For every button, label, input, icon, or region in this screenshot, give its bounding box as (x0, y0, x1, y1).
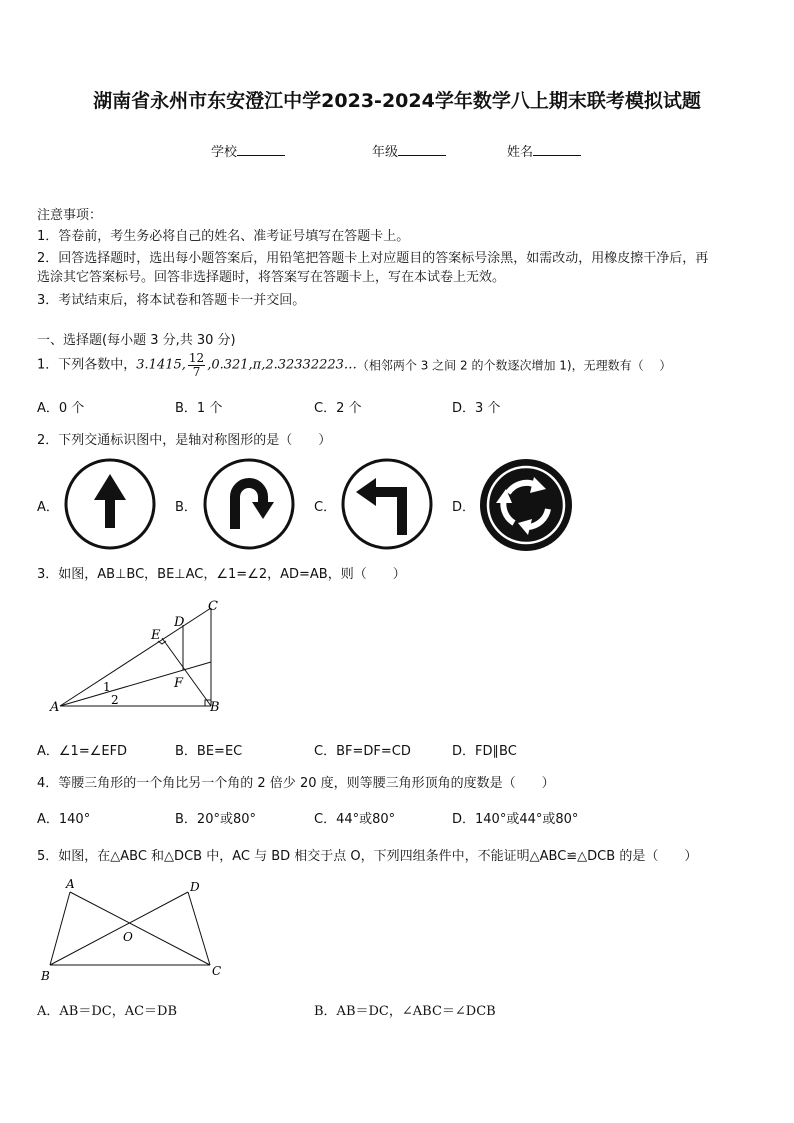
q5-option-b[interactable]: B．AB＝DC，∠ABC＝∠DCB (314, 1004, 496, 1019)
question-2-stem: 2．下列交通标识图中，是轴对称图形的是（ ） (37, 433, 332, 448)
q1-nums-b: ,0.321,π,2.32332223… (207, 357, 357, 373)
question-5-stem: 5．如图，在△ABC 和△DCB 中，AC 与 BD 相交于点 O，下列四组条件中，不能证明△ABC≌△DCB 的是（ ） (37, 849, 698, 864)
q5-point-o: O (123, 930, 133, 944)
notice-item-3: 3．考试结束后，将本试卷和答题卡一并交回。 (37, 293, 306, 308)
q4-option-d[interactable]: D．140°或44°或80° (452, 812, 579, 827)
q1-nums-a: 3.1415, (136, 357, 186, 373)
field-school (211, 141, 285, 160)
q1-option-c[interactable]: C．2 个 (314, 401, 362, 416)
question-3-stem: 3．如图，AB⊥BC，BE⊥AC，∠1=∠2，AD=AB，则（ ） (37, 567, 406, 582)
field-name-label: 姓名 (507, 145, 534, 160)
question-4-stem: 4．等腰三角形的一个角比另一个角的 2 倍少 20 度，则等腰三角形顶角的度数是（ ） (37, 776, 555, 791)
field-name (507, 141, 581, 160)
q2-option-c-label[interactable]: C． (314, 500, 337, 515)
q3-point-c: C (208, 599, 218, 614)
q3-point-a: A (50, 700, 60, 715)
field-grade-label: 年级 (372, 145, 399, 160)
sign-u-turn-icon[interactable] (202, 457, 296, 551)
q3-option-d[interactable]: D．FD∥BC (452, 744, 517, 759)
q3-angle-1: 1 (103, 680, 111, 694)
q3-point-d: D (174, 615, 185, 630)
field-name-blank[interactable] (533, 143, 581, 156)
q3-option-a[interactable]: A．∠1=∠EFD (37, 744, 128, 759)
notice-item-2: 2．回答选择题时，选出每小题答案后，用铅笔把答题卡上对应题目的答案标号涂黑，如需改动，用橡皮擦干净后，再 (37, 251, 709, 266)
notice-item-1: 1．答卷前，考生务必将自己的姓名、准考证号填写在答题卡上。 (37, 229, 410, 244)
q2-option-d-label[interactable]: D． (452, 500, 476, 515)
notice-item-2-cont: 选涂其它答案标号。回答非选择题时，将答案写在答题卡上，写在本试卷上无效。 (37, 270, 506, 285)
question-1-stem (37, 352, 671, 379)
q3-option-c[interactable]: C．BF=DF=CD (314, 744, 411, 759)
q1-fraction (188, 352, 205, 379)
field-grade (372, 141, 446, 160)
q4-option-c[interactable]: C．44°或80° (314, 812, 396, 827)
q1-frac-den: 7 (192, 365, 201, 379)
q4-option-a[interactable]: A．140° (37, 812, 91, 827)
q5-bowtie-figure (35, 874, 235, 984)
q1-suffix: （相邻两个 3 之间 2 的个数逐次增加 1)，无理数有（ ） (356, 358, 672, 373)
sign-up-arrow-icon[interactable] (63, 457, 157, 551)
q5-point-a: A (66, 877, 75, 891)
q3-point-b: B (210, 700, 220, 715)
q5-point-c: C (212, 964, 222, 978)
q2-option-b-label[interactable]: B． (175, 500, 197, 515)
q4-option-b[interactable]: B．20°或80° (175, 812, 257, 827)
q5-point-d: D (190, 880, 200, 894)
q5-option-a[interactable]: A．AB＝DC，AC＝DB (37, 1004, 178, 1019)
q1-frac-num: 12 (188, 351, 205, 365)
q3-point-f: F (174, 676, 184, 691)
field-school-label: 学校 (211, 145, 238, 160)
q1-option-b[interactable]: B．1 个 (175, 401, 223, 416)
q1-option-d[interactable]: D．3 个 (452, 401, 501, 416)
field-school-blank[interactable] (237, 143, 285, 156)
q3-triangle-figure (45, 595, 235, 720)
q1-option-a[interactable]: A．0 个 (37, 401, 85, 416)
q2-option-a-label[interactable]: A． (37, 500, 59, 515)
q3-point-e: E (151, 628, 161, 643)
notice-heading: 注意事项： (37, 208, 103, 223)
q1-prefix: 1．下列各数中， (37, 357, 137, 373)
page-title: 湖南省永州市东安澄江中学2023-2024学年数学八上期末联考模拟试题 (93, 90, 701, 112)
field-grade-blank[interactable] (398, 143, 446, 156)
sign-roundabout-icon[interactable] (478, 457, 574, 553)
q3-angle-2: 2 (111, 693, 119, 707)
section-heading: 一、选择题(每小题 3 分,共 30 分) (37, 333, 236, 348)
q5-point-b: B (41, 969, 50, 983)
sign-turn-left-icon[interactable] (340, 457, 434, 551)
q3-option-b[interactable]: B．BE=EC (175, 744, 243, 759)
